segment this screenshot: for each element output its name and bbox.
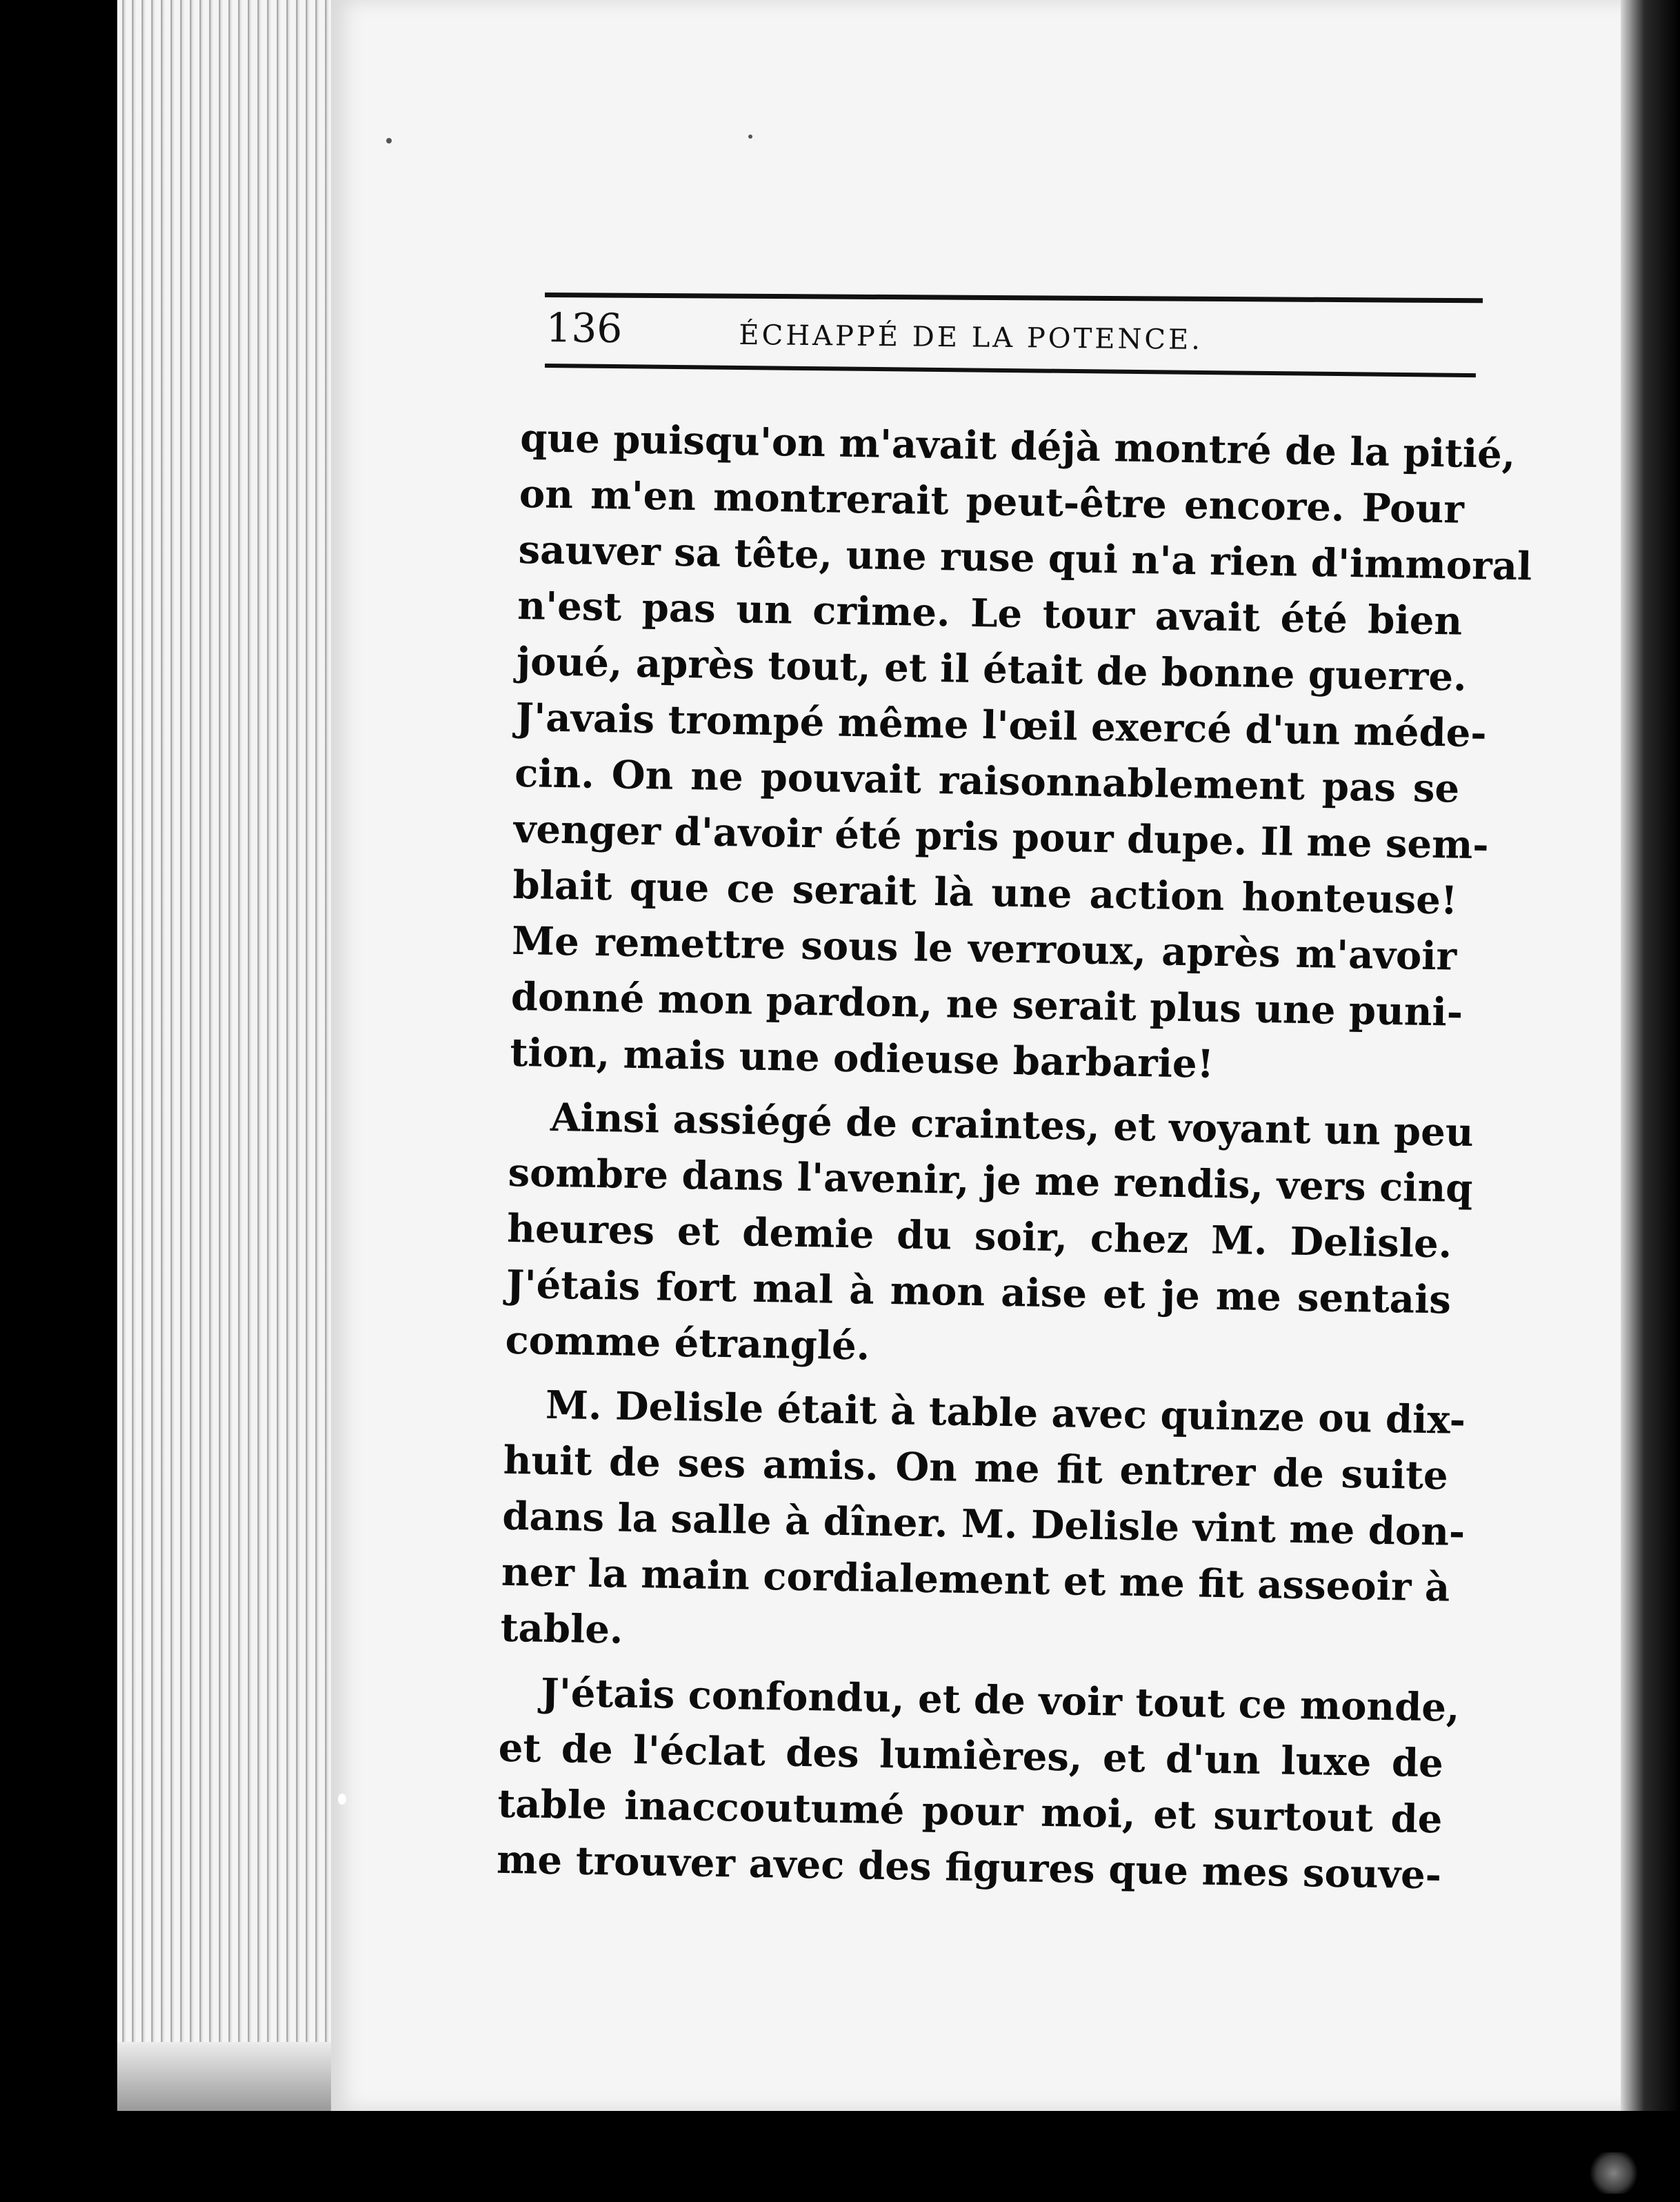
text-line: venger d'avoir été pris pour dupe. Il me sem- xyxy=(513,806,1490,869)
text-line: ner la main cordialement et me fit asseoir à xyxy=(501,1549,1450,1611)
text-line: J'étais confondu, et de voir tout ce monde, xyxy=(540,1669,1461,1731)
text-line: Me remettre sous le verroux, après m'avoir xyxy=(511,918,1457,980)
text-line: joué, après tout, et il était de bonne guerre. xyxy=(516,638,1468,700)
text-line: Ainsi assiégé de craintes, et voyant un peu xyxy=(550,1094,1474,1156)
text-line: J'étais fort mal à mon aise et je me sentais xyxy=(506,1261,1452,1323)
paper-speck xyxy=(386,138,392,143)
text-line: J'avais trompé même l'œil exercé d'un méde- xyxy=(515,694,1488,757)
text-line: blait que ce serait là une action honteuse! xyxy=(512,862,1458,924)
text-line: n'est pas un crime. Le tour avait été bien xyxy=(517,582,1463,644)
text-line: tion, mais une odieuse barbarie! xyxy=(510,1029,1214,1087)
page-number: 136 xyxy=(546,304,623,353)
corner-stain xyxy=(1586,2152,1641,2194)
paper-speck xyxy=(748,135,752,139)
page-edges-bottom xyxy=(117,2042,366,2111)
text-line: sombre dans l'avenir, je me rendis, vers cinq xyxy=(508,1149,1473,1212)
text-line: cin. On ne pouvait raisonnablement pas se xyxy=(514,750,1460,812)
text-line: sauver sa tête, une ruse qui n'a rien d'immoral xyxy=(518,526,1532,590)
text-line: heures et demie du soir, chez M. Delisle. xyxy=(506,1205,1452,1267)
body-text xyxy=(496,410,1532,1903)
text-line: on m'en montrerait peut-être encore. Pour xyxy=(519,470,1465,533)
text-line: huit de ses amis. On me fit entrer de suite xyxy=(503,1437,1449,1499)
text-line: que puisqu'on m'avait déjà montré de la pitié, xyxy=(519,415,1516,477)
binding-shadow xyxy=(1621,0,1680,2111)
text-line: dans la salle à dîner. M. Delisle vint me don- xyxy=(501,1493,1466,1555)
text-line: comme étranglé. xyxy=(505,1317,870,1369)
text-line: donné mon pardon, ne serait plus une puni- xyxy=(510,973,1463,1035)
paper-speck xyxy=(338,1794,346,1805)
text-line: table inaccoutumé pour moi, et surtout de xyxy=(497,1781,1443,1843)
running-title: ÉCHAPPÉ DE LA POTENCE. xyxy=(739,319,1203,356)
running-header xyxy=(546,297,1470,368)
text-line: me trouver avec des figures que mes souve- xyxy=(496,1836,1442,1898)
text-line: et de l'éclat des lumières, et d'un luxe de xyxy=(498,1725,1444,1787)
page-edges xyxy=(117,0,338,2104)
text-line: table. xyxy=(500,1605,623,1653)
text-line: M. Delisle était à table avec quinze ou dix- xyxy=(545,1382,1466,1443)
